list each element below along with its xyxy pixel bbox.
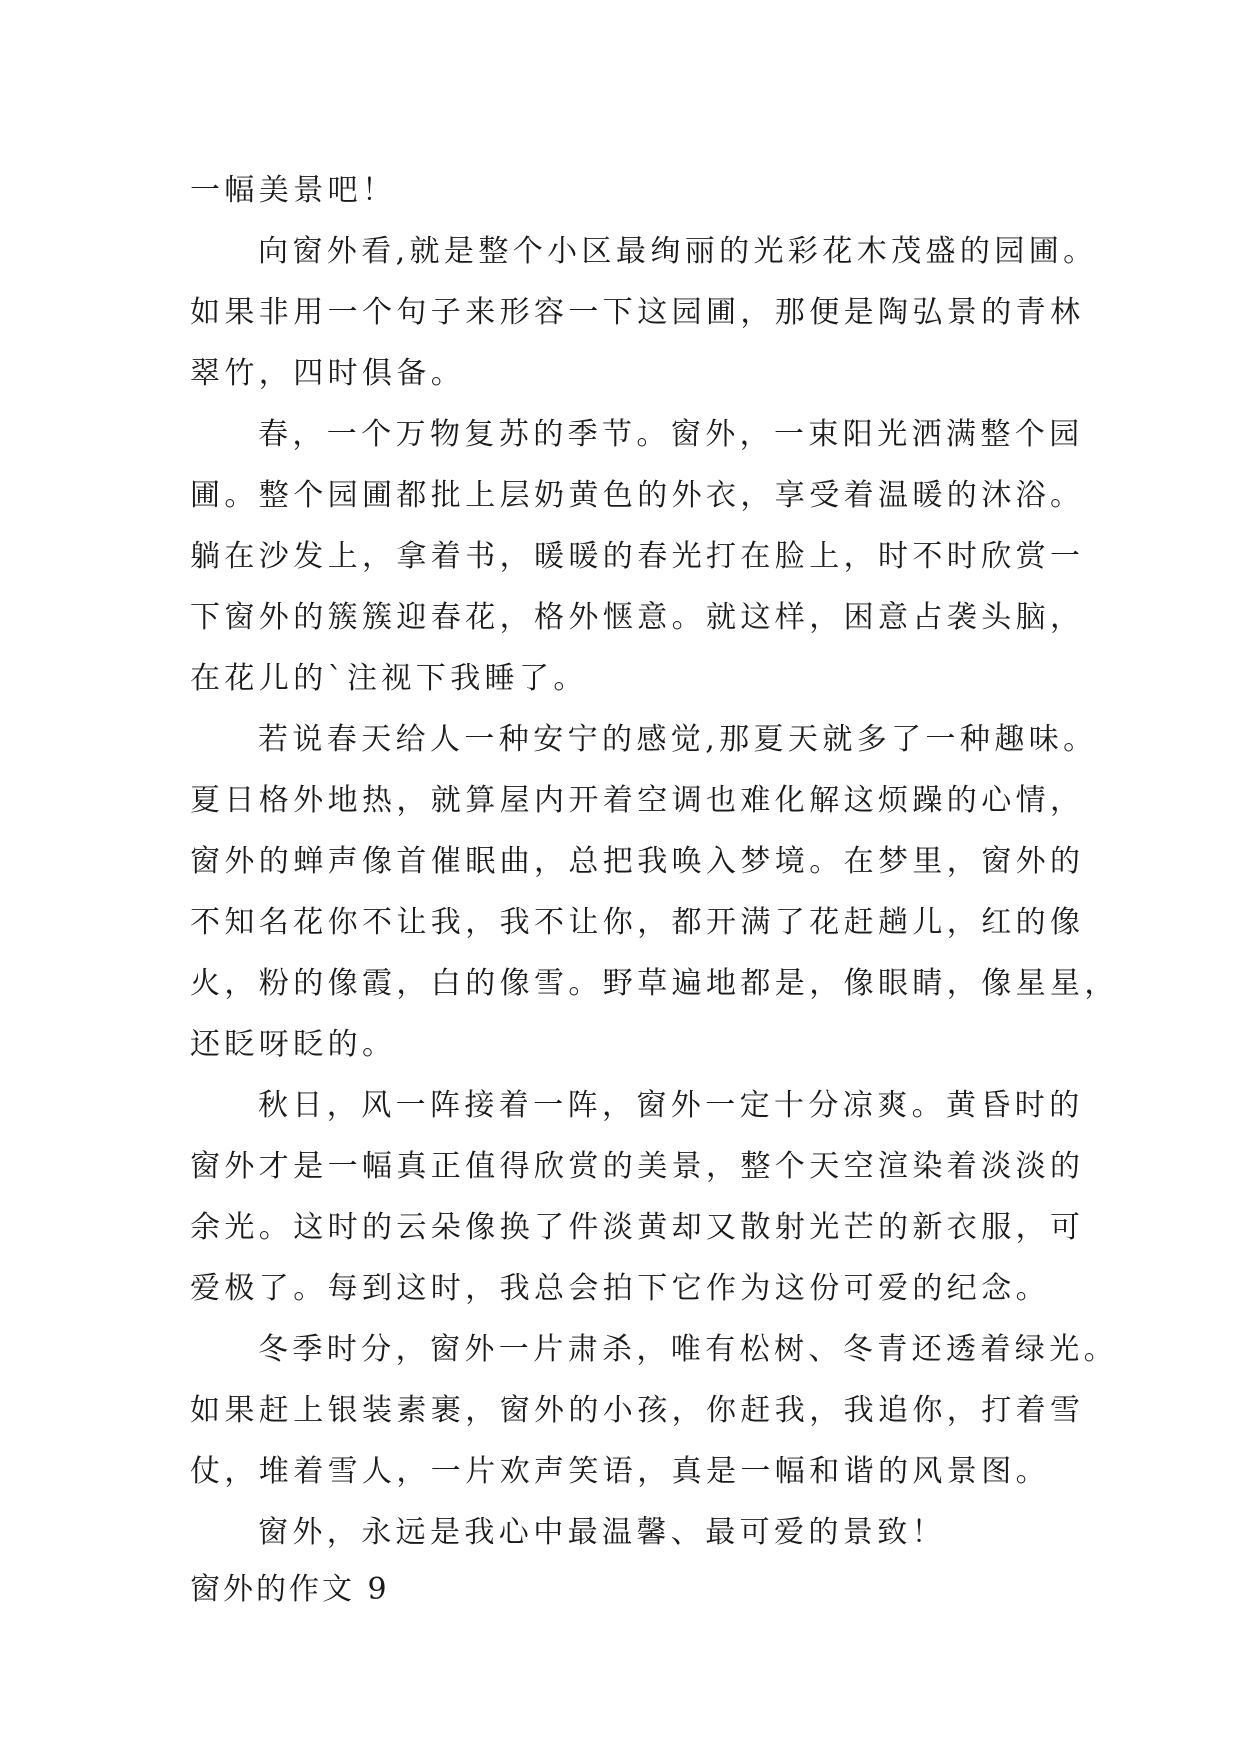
text-line: 窗外的蝉声像首催眠曲，总把我唤入梦境。在梦里，窗外的 xyxy=(190,844,1085,879)
paragraph-start-line: 春，一个万物复苏的季节。窗外，一束阳光洒满整个园 xyxy=(258,417,1084,452)
text-line: 下窗外的簇簇迎春花，格外惬意。就这样，困意占袭头脑， xyxy=(190,600,1085,635)
text-line: 翠竹，四时俱备。 xyxy=(190,356,466,391)
text-line: 不知名花你不让我，我不让你，都开满了花赶趟儿，红的像 xyxy=(190,905,1085,940)
paragraph-start-line: 向窗外看,就是整个小区最绚丽的光彩花木茂盛的园圃。 xyxy=(258,234,1098,269)
paragraph-start-line: 若说春天给人一种安宁的感觉,那夏天就多了一种趣味。 xyxy=(258,722,1098,757)
text-line: 如果非用一个句子来形容一下这园圃，那便是陶弘景的青林 xyxy=(190,295,1085,330)
essay-body xyxy=(190,160,1119,1617)
text-line: 余光。这时的云朵像换了件淡黄却又散射光芒的新衣服，可 xyxy=(190,1210,1085,1245)
text-line: 火，粉的像霞，白的像雪。野草遍地都是，像眼睛，像星星， xyxy=(190,966,1119,1001)
paragraph-start-line: 冬季时分，窗外一片肃杀，唯有松树、冬青还透着绿光。 xyxy=(258,1332,1118,1367)
paragraph-start-line: 窗外，永远是我心中最温馨、最可爱的景致！ xyxy=(258,1515,946,1550)
text-line: 圃。整个园圃都批上层奶黄色的外衣，享受着温暖的沐浴。 xyxy=(190,478,1085,513)
text-line: 一幅美景吧！ xyxy=(190,173,397,208)
text-line: 窗外才是一幅真正值得欣赏的美景，整个天空渲染着淡淡的 xyxy=(190,1149,1085,1184)
text-line: 在花儿的`注视下我睡了。 xyxy=(190,661,588,696)
text-line: 躺在沙发上，拿着书，暖暖的春光打在脸上，时不时欣赏一 xyxy=(190,539,1085,574)
section-title: 窗外的作文 9 xyxy=(190,1572,390,1607)
text-line: 仗，堆着雪人，一片欢声笑语，真是一幅和谐的风景图。 xyxy=(190,1454,1050,1489)
text-line: 还眨呀眨的。 xyxy=(190,1027,397,1062)
text-line: 如果赶上银装素裹，窗外的小孩，你赶我，我追你，打着雪 xyxy=(190,1393,1085,1428)
paragraph-start-line: 秋日，风一阵接着一阵，窗外一定十分凉爽。黄昏时的 xyxy=(258,1088,1084,1123)
text-line: 爱极了。每到这时，我总会拍下它作为这份可爱的纪念。 xyxy=(190,1271,1050,1306)
text-line: 夏日格外地热，就算屋内开着空调也难化解这烦躁的心情， xyxy=(190,783,1085,818)
